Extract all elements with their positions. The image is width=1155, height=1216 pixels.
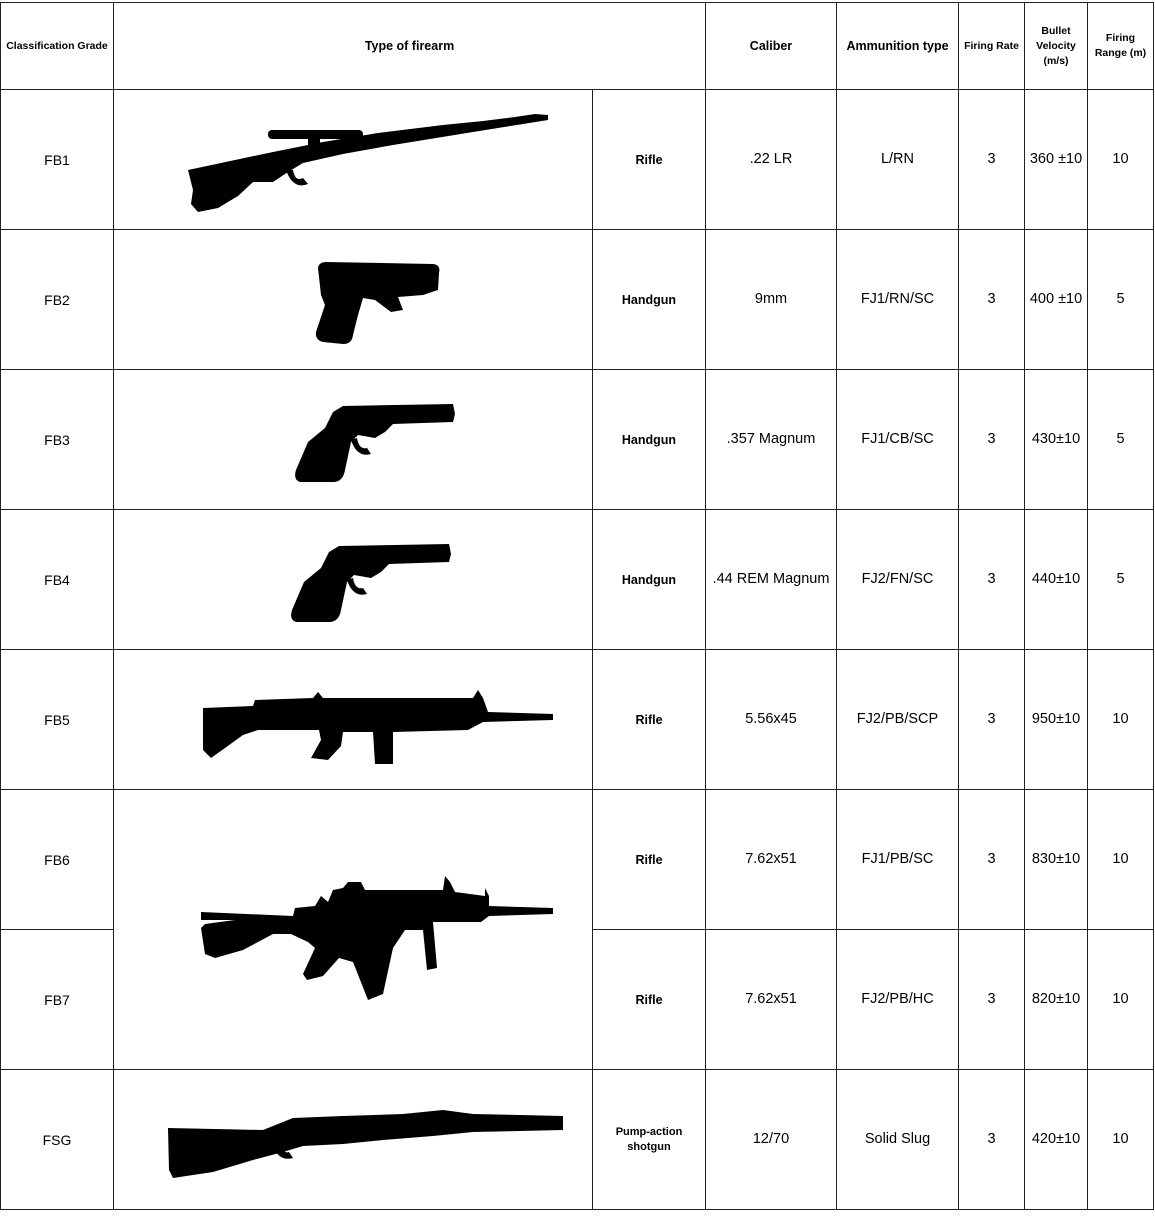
firearm-type-cell: Rifle <box>593 930 706 1070</box>
bullet-velocity-cell: 950±10 <box>1025 650 1088 790</box>
caliber-cell: .22 LR <box>706 90 837 230</box>
caliber-cell: .357 Magnum <box>706 370 837 510</box>
table-row <box>1 370 1154 510</box>
classification-grade-cell: FSG <box>1 1070 114 1210</box>
firing-range-cell: 10 <box>1088 650 1154 790</box>
pistol-icon <box>143 240 563 360</box>
header-classification-grade: Classification Grade <box>1 3 114 90</box>
ammunition-type-cell: FJ1/CB/SC <box>837 370 959 510</box>
firearm-type-cell: Rifle <box>593 790 706 930</box>
caliber-cell: 9mm <box>706 230 837 370</box>
table-row <box>1 510 1154 650</box>
bolt-action-rifle-icon <box>143 100 563 220</box>
firing-range-cell: 5 <box>1088 510 1154 650</box>
bullet-velocity-cell: 820±10 <box>1025 930 1088 1070</box>
ammunition-type-cell: FJ2/FN/SC <box>837 510 959 650</box>
firing-rate-cell: 3 <box>959 90 1025 230</box>
table-row <box>1 790 1154 930</box>
classification-grade-cell: FB1 <box>1 90 114 230</box>
firearm-type-cell: Handgun <box>593 230 706 370</box>
classification-grade-cell: FB6 <box>1 790 114 930</box>
bullet-velocity-cell: 360 ±10 <box>1025 90 1088 230</box>
firearm-type-cell: Handgun <box>593 510 706 650</box>
revolver-icon <box>143 380 563 500</box>
firearm-type-cell: Handgun <box>593 370 706 510</box>
table-row <box>1 230 1154 370</box>
firing-rate-cell: 3 <box>959 1070 1025 1210</box>
header-caliber: Caliber <box>706 3 837 90</box>
bullet-velocity-cell: 440±10 <box>1025 510 1088 650</box>
table-row <box>1 90 1154 230</box>
firing-range-cell: 5 <box>1088 370 1154 510</box>
table-row <box>1 650 1154 790</box>
firing-rate-cell: 3 <box>959 370 1025 510</box>
ammunition-type-cell: FJ2/PB/SCP <box>837 650 959 790</box>
firing-range-cell: 10 <box>1088 930 1154 1070</box>
bullet-velocity-cell: 420±10 <box>1025 1070 1088 1210</box>
classification-grade-cell: FB4 <box>1 510 114 650</box>
firearm-image-cell <box>114 650 593 790</box>
header-type-of-firearm: Type of firearm <box>114 3 706 90</box>
firearm-type-cell: Rifle <box>593 90 706 230</box>
firing-rate-cell: 3 <box>959 510 1025 650</box>
assault-rifle-icon <box>143 660 563 780</box>
bullet-velocity-cell: 430±10 <box>1025 370 1088 510</box>
header-firing-range: Firing Range (m) <box>1088 3 1154 90</box>
ammunition-type-cell: FJ1/PB/SC <box>837 790 959 930</box>
firearm-image-cell <box>114 510 593 650</box>
caliber-cell: 7.62x51 <box>706 790 837 930</box>
bullet-velocity-cell: 830±10 <box>1025 790 1088 930</box>
firearm-image-cell <box>114 90 593 230</box>
firearm-image-cell <box>114 230 593 370</box>
classification-grade-cell: FB2 <box>1 230 114 370</box>
header-row <box>1 3 1154 90</box>
classification-grade-cell: FB5 <box>1 650 114 790</box>
table-row <box>1 1070 1154 1210</box>
pump-action-shotgun-icon <box>143 1080 563 1200</box>
bullet-velocity-cell: 400 ±10 <box>1025 230 1088 370</box>
firing-range-cell: 10 <box>1088 90 1154 230</box>
classification-grade-cell: FB7 <box>1 930 114 1070</box>
caliber-cell: 5.56x45 <box>706 650 837 790</box>
firing-range-cell: 10 <box>1088 1070 1154 1210</box>
firing-range-cell: 5 <box>1088 230 1154 370</box>
ammunition-type-cell: Solid Slug <box>837 1070 959 1210</box>
firing-rate-cell: 3 <box>959 930 1025 1070</box>
header-ammunition-type: Ammunition type <box>837 3 959 90</box>
firing-range-cell: 10 <box>1088 790 1154 930</box>
firearm-classification-table <box>0 2 1154 1210</box>
caliber-cell: .44 REM Magnum <box>706 510 837 650</box>
firing-rate-cell: 3 <box>959 650 1025 790</box>
firearm-image-cell <box>114 370 593 510</box>
battle-rifle-icon <box>143 830 563 1030</box>
firing-rate-cell: 3 <box>959 790 1025 930</box>
firearm-type-cell: Rifle <box>593 650 706 790</box>
firing-rate-cell: 3 <box>959 230 1025 370</box>
ammunition-type-cell: FJ1/RN/SC <box>837 230 959 370</box>
firearm-type-cell: Pump-action shotgun <box>593 1070 706 1210</box>
ammunition-type-cell: FJ2/PB/HC <box>837 930 959 1070</box>
caliber-cell: 7.62x51 <box>706 930 837 1070</box>
firearm-image-cell <box>114 1070 593 1210</box>
caliber-cell: 12/70 <box>706 1070 837 1210</box>
firearm-image-cell <box>114 790 593 1070</box>
revolver-icon <box>143 520 563 640</box>
ammunition-type-cell: L/RN <box>837 90 959 230</box>
header-firing-rate: Firing Rate <box>959 3 1025 90</box>
header-bullet-velocity: Bullet Velocity (m/s) <box>1025 3 1088 90</box>
classification-grade-cell: FB3 <box>1 370 114 510</box>
